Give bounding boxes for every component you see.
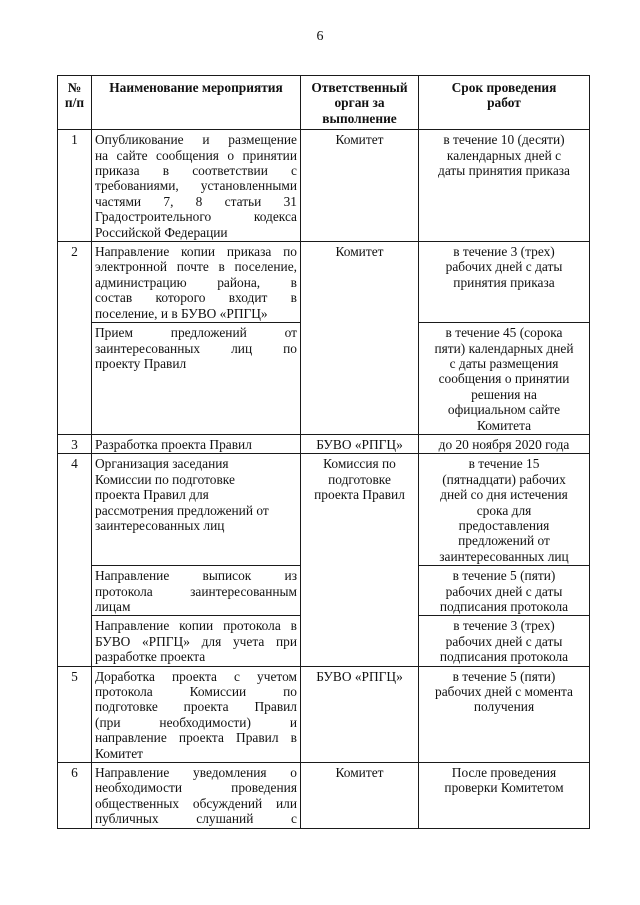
event-term: до 20 ноября 2020 года <box>419 434 590 453</box>
events-table <box>57 75 590 829</box>
row-number: 6 <box>58 763 92 829</box>
table-row <box>58 242 590 323</box>
header-responsible: Ответственный орган за выполнение <box>301 76 419 130</box>
responsible-body: Комиссия по подготовке проекта Правил <box>301 454 419 666</box>
table-row <box>58 434 590 453</box>
row-number: 5 <box>58 666 92 762</box>
row-number: 3 <box>58 434 92 453</box>
responsible-body: Комитет <box>301 242 419 435</box>
event-term: После проведения проверки Комитетом <box>419 763 590 829</box>
row-number: 2 <box>58 242 92 435</box>
table-header-row <box>58 76 590 130</box>
event-name: Доработка проекта с учетом протокола Комиссии по подготовке проекта Правил (при необходимости) и направление проекта Правил в Комитет <box>92 666 301 762</box>
responsible-body: Комитет <box>301 763 419 829</box>
event-name: Направление копии протокола в БУВО «РПГЦ» для учета при разработке проекта <box>92 616 301 666</box>
header-num: № п/п <box>58 76 92 130</box>
responsible-body: БУВО «РПГЦ» <box>301 434 419 453</box>
event-term: в течение 15 (пятнадцати) рабочих дней со дня истечения срока для предоставления предложений от заинтересованных лиц <box>419 454 590 566</box>
event-term: в течение 45 (сорока пяти) календарных дней с даты размещения сообщения о принятии решения на официальном сайте Комитета <box>419 323 590 435</box>
event-name: Опубликование и размещение на сайте сообщения о принятии приказа в соответствии с требованиями, установленными частями 7, 8 статьи 31 Градостроительного кодекса Российской Федерации <box>92 130 301 242</box>
page-number: 6 <box>316 29 324 44</box>
event-name: Направление копии приказа по электронной почте в поселение, администрацию района, в состав которого входит в поселение, и в БУВО «РПГЦ» <box>92 242 301 323</box>
row-number: 4 <box>58 454 92 666</box>
event-term: в течение 5 (пяти) рабочих дней с момента получения <box>419 666 590 762</box>
table-row <box>58 130 590 242</box>
event-term: в течение 5 (пяти) рабочих дней с даты подписания протокола <box>419 566 590 616</box>
event-name: Организация заседания Комиссии по подготовке проекта Правил для рассмотрения предложений от заинтересованных лиц <box>92 454 301 566</box>
event-name: Направление уведомления о необходимости проведения общественных обсуждений или публичных слушаний с <box>92 763 301 829</box>
event-name: Разработка проекта Правил <box>92 434 301 453</box>
table-row <box>58 666 590 762</box>
event-name: Направление выписок из протокола заинтересованным лицам <box>92 566 301 616</box>
event-term: в течение 3 (трех) рабочих дней с даты подписания протокола <box>419 616 590 666</box>
row-number: 1 <box>58 130 92 242</box>
event-name: Прием предложений от заинтересованных лиц по проекту Правил <box>92 323 301 435</box>
header-term: Срок проведения работ <box>419 76 590 130</box>
event-term: в течение 10 (десяти) календарных дней с даты принятия приказа <box>419 130 590 242</box>
event-term: в течение 3 (трех) рабочих дней с даты принятия приказа <box>419 242 590 323</box>
table-row <box>58 763 590 829</box>
responsible-body: Комитет <box>301 130 419 242</box>
responsible-body: БУВО «РПГЦ» <box>301 666 419 762</box>
table-row <box>58 454 590 566</box>
header-name: Наименование мероприятия <box>92 76 301 130</box>
